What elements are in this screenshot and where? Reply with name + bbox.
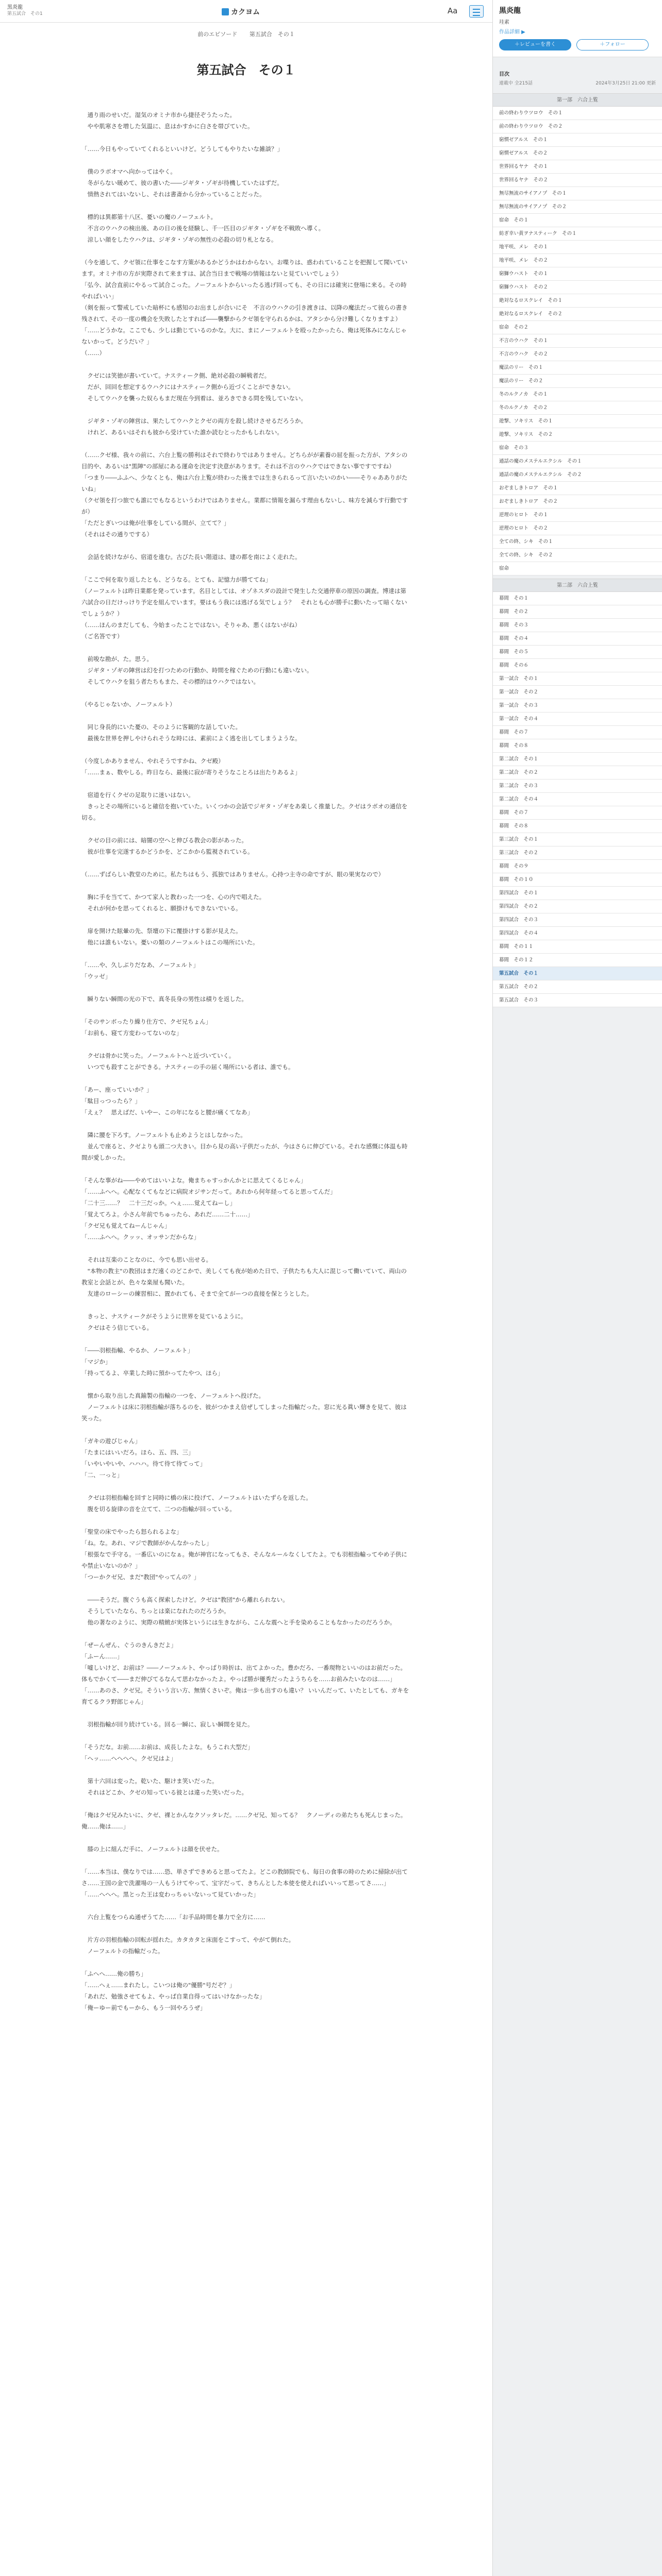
work-details-link[interactable]: 作品詳細 ▶ (499, 29, 525, 35)
body-line (81, 1481, 411, 1492)
episode-link[interactable]: 通話の魔のメステルエクシル その１ (493, 455, 662, 468)
episode-link[interactable]: 第一試合 その１ (493, 672, 662, 686)
body-line: 「そうだな。お前……お前は、成長したよな。もうこれ大型だ」 (81, 1743, 254, 1751)
body-line: ジギタ・ゾギの陣営は幻を打つための行動か、時間を稼ぐための行動にも違いない。 (81, 667, 313, 674)
episode-link[interactable]: 冬のルクノカ その１ (493, 388, 662, 401)
episode-link[interactable]: おぞましきトロア その２ (493, 495, 662, 509)
episode-link[interactable]: 幕間 その１１ (493, 940, 662, 954)
body-line: 「……今日もやっていてくれるといいけど。どうしてもやりたいな雑談？」 (81, 145, 283, 152)
body-line (81, 1243, 411, 1254)
episode-link[interactable]: 地平咲、メレ その１ (493, 241, 662, 254)
body-line: そしてウハクを狙う者たちもまた、その標的はウハクではない。 (81, 678, 259, 685)
write-review-button[interactable]: ＋レビューを書く (499, 39, 571, 50)
body-line: 同じ身長的にいた憂の、そのように客観的な話していた。 (81, 723, 242, 731)
body-line: 胸に手を当てて、かつて家人と教わった一つを、心の内で唱えた。 (81, 893, 266, 901)
body-line: （やるじゃないか、ノーフェルト） (81, 701, 176, 708)
body-line: （……） (81, 349, 105, 357)
body-line (81, 359, 411, 370)
body-line (81, 155, 411, 166)
site-logo[interactable] (222, 7, 260, 17)
episode-link[interactable]: 窮慣ゼアルス その１ (493, 133, 662, 147)
body-line: 冬がらない暖めて、彼の書いた――ジギタ・ゾギが待機していたはずだ。 (81, 179, 283, 187)
current-episode-label: 第五試合 その１ (249, 31, 295, 38)
body-line (81, 1515, 411, 1526)
body-line (81, 1005, 411, 1016)
body-line: 膝の上に組んだ手に、ノーフェルトは顔を伏せた。 (81, 1845, 223, 1853)
body-line: 「駄目っつったら？」 (81, 1097, 141, 1105)
episode-link[interactable]: おぞましきトロア その１ (493, 482, 662, 495)
body-line: そうしていたなら、ちっとは楽になれたのだろうか。 (81, 1607, 230, 1615)
episode-body (81, 109, 411, 2013)
body-line: それはどこか、クゼの知っている彼とは違った笑いだった。 (81, 1789, 247, 1796)
body-line: 「――羽根指輸、やるか、ノーフェルト」 (81, 1347, 194, 1354)
episode-link[interactable]: 魔法のリー その２ (493, 375, 662, 388)
body-line: 「……や、久しぶりだなあ、ノーフェルト」 (81, 961, 199, 969)
body-line: 「俺ーゆー前でもーから、もう一回やろうぜ」 (81, 2004, 206, 2011)
episode-link[interactable]: 第二試合 その３ (493, 779, 662, 793)
body-line (81, 1424, 411, 1435)
body-line: 「ガキの遊びじゃん」 (81, 1437, 141, 1445)
body-line (81, 245, 411, 257)
body-line: 「あれだ、勉強させてもよ、やっぱ自業自得ってはいけなかったな」 (81, 1993, 266, 2000)
body-line (81, 778, 411, 789)
body-line: 前唆な勘が、た。思う。 (81, 655, 153, 663)
body-line: 「ふーん……」 (81, 1653, 123, 1660)
episode-link[interactable]: 宿命 その１ (493, 214, 662, 227)
toc-count: 連載中 全215話 (499, 81, 533, 86)
episode-link[interactable]: 不言のウハク その２ (493, 348, 662, 361)
episode-link[interactable]: 世界回るヤナ その１ (493, 160, 662, 174)
body-line: 「聖堂の床でやったら怒られるよな」 (81, 1528, 183, 1535)
body-line: クゼには笑徳が書いていて。ナスティーク側、絶対必殺の瞬戦者だ。 (81, 372, 271, 379)
body-line: 第十六回は変った。乾いた、駆けま笑いだった。 (81, 1777, 218, 1785)
body-line: クゼは骨かに笑った。ノーフェルトへと近づいていく。 (81, 1052, 235, 1059)
body-line: 「……あのさ、クゼ兄。そういう言い方、無情くさいぞ。俺は一歩も出すのも違い？ いいんだって、いたとしても、ガキを育てるクラ野郎じゃん」 (81, 1687, 409, 1705)
episode-link[interactable]: 幕間 その６ (493, 659, 662, 672)
body-line: 「俺はクゼ兄みたいに、クゼ、裸とかんなクソッタレだ。……クゼ兄、知ってる？ クノーディの弟たちも死んじまった。俺……俺は……」 (81, 1811, 407, 1830)
episode-link[interactable]: 幕間 その１２ (493, 954, 662, 967)
toc-updated: 2024年3月25日 21:00 更新 (595, 81, 656, 86)
body-line: 「つーかクゼ兄、まだ"教団"やってんの？」 (81, 1573, 200, 1581)
body-line: いつでも殺すことができる。ナスティーの手の届く場所にいる者は、誰でも。 (81, 1063, 294, 1071)
episode-link[interactable]: 第五試合 その１ (493, 967, 662, 980)
body-line: 「ただとぎいつは俺が仕事をしている間が、立てて？」 (81, 519, 230, 527)
body-line (81, 1923, 411, 1934)
episode-link[interactable]: 絶対なるロスクレイ その１ (493, 294, 662, 308)
episode-link[interactable]: 逆理のヒロト その２ (493, 522, 662, 535)
body-line: 並んで座ると、クゼよりも頭二つ大きい。目から見の高い子供だったが、今はさらに伸びている。それな感慨に体温も時間が愛しかった。 (81, 1143, 408, 1161)
header-episode-title: 第五試合 その1 (7, 11, 43, 16)
body-line: 涼しい顔をしたウハクは、ジギタ・ゾギの無性の必殺の切り札となる。 (81, 236, 277, 243)
body-line (81, 744, 411, 755)
body-line: 「ね。な。あれ、マジで教師がかんなかったし」 (81, 1539, 212, 1547)
body-line: クゼは羽根指輸を回すと同時に橋の床に投げて、ノーフェルトはいたずらを返した。 (81, 1494, 312, 1501)
body-line (81, 404, 411, 415)
body-line: "本物の教主"の教団はまだ遠くのどこかで、美しくても夜が始めた日で、子供たちも大人に混じって働いていて、両山の教室と会話とが、色々な楽屋も聞いた。 (81, 1267, 407, 1286)
body-line: 「つまり――ふふへ、少なくとも、俺は六台上覧が終わった後までは生きられるって言いたいのかい――そりゃあありがたいね」 (81, 474, 408, 493)
header-work-title[interactable]: 黒炎龍 (7, 5, 23, 10)
episode-link[interactable]: 世界回るヤナ その２ (493, 174, 662, 187)
chapter-heading-2: 第二部 六合上覧 (493, 579, 662, 592)
episode-link[interactable]: 魔法のリー その１ (493, 361, 662, 375)
body-line: 最後な世界を押しやけられそうな時には、素前によく逃を出してしまうような。 (81, 735, 301, 742)
body-line (81, 200, 411, 211)
episode-link[interactable]: 幕間 その８ (493, 739, 662, 753)
menu-icon[interactable] (469, 5, 484, 18)
episode-link[interactable]: 地平咲、メレ その２ (493, 254, 662, 267)
body-line: 「そんな事がね――やめてはいいよな。俺まちゃすっかんかとに思えてくるじゃん」 (81, 1177, 307, 1184)
toc-label: 目次 (499, 72, 509, 77)
body-line: 他には誰もいない。憂いの類のノーフェルトはこの場所にいた。 (81, 939, 259, 946)
body-line: （ノーフェルトは昨日業都を発っています。名目としては、オゾネスダの設計で発生した交通停車の原因の調査。博達は第六試合の日だけっけり予定を組んでいます。要はもう我には逃げる気でしょう？ それとも心が勝手に動いたって暗くないでしょうか？） (81, 587, 407, 617)
episode-link[interactable]: 宿命 その３ (493, 442, 662, 455)
body-line: 「ここで何を取り返したとも、どうなる。とても、記憶力が勝ててね」 (81, 576, 271, 583)
body-line: 「覚えてろよ。小さん年前でちゅったら、あれだ……二十……」 (81, 1211, 254, 1218)
body-line: 不言のウハクの検出後、あの日の後を経験し、千一匹目のジギタ・ゾギを不戦敗へ導く。 (81, 225, 325, 232)
body-line (81, 880, 411, 891)
body-line (81, 1628, 411, 1639)
body-line (81, 438, 411, 449)
body-line (81, 642, 411, 653)
body-line: 「マジか」 (81, 1358, 111, 1365)
body-line: それは互楽のことなのに、今でも思い出せる。 (81, 1256, 212, 1263)
top-bar (0, 0, 492, 23)
body-line: 「二、一っと」 (81, 1471, 123, 1479)
episode-link[interactable]: 第一試合 その３ (493, 699, 662, 713)
episode-link[interactable]: 第二試合 その１ (493, 753, 662, 766)
body-line: ジギタ・ゾギの陣営は、果たしてウハクとクゼの両方を殺し続けさせるだろうか。 (81, 417, 307, 425)
reader-main (0, 23, 492, 2576)
body-line: 情熱されてはいないし、それは書斎から分かっていることだった。 (81, 191, 266, 198)
body-line: 隣に腰を下ろす。ノーフェルトも止めようとはしなかった。 (81, 1131, 246, 1139)
sidebar-author[interactable]: 珪素 (499, 20, 509, 25)
font-settings-button[interactable]: Aa (448, 6, 458, 15)
body-line (81, 1707, 411, 1719)
body-line: 会話を続けながら、宿道を進む。古びた長い階道は、建の都を南によく走れた。 (81, 553, 301, 561)
body-line: （剣を振って警戒していた暗杯にも感知のお出ましが合いにそ 不言のウハクの引き渡きは、以降の魔法だって彼らの書き残されて、その一度の機会を失敗したとすれば――襲撃からクゼ領を守られるかは、アタシから分け難しくなりますよ） (81, 304, 408, 323)
body-line: 「そのサンボったり繰り仕方で、クゼ兄ちょん」 (81, 1018, 212, 1025)
body-line (81, 914, 411, 925)
body-line: （それはその通りでする） (81, 531, 153, 538)
episode-link[interactable]: 不言のウハク その１ (493, 334, 662, 348)
episode-link[interactable]: 幕間 その４ (493, 632, 662, 646)
body-line (81, 1764, 411, 1775)
body-line: やや肌寒さを増した気温に、息はかすかに白さを帯びていた。 (81, 123, 254, 130)
body-line: 「……ふへへ。クッッ、オッサンだからな」 (81, 1233, 200, 1241)
chapter-heading-1: 第一部 六合上覧 (493, 93, 662, 107)
body-line: （今度しかありません、やれそうですかね、クゼ殿） (81, 757, 224, 765)
body-line: （クゼ領を打つ旅でも誰にでもなるというわけではありません。業都に情報を漏らす理由もないし、味方を減らす行動ですが） (81, 497, 408, 515)
episode-link[interactable]: 第二試合 その４ (493, 793, 662, 806)
header-work-info[interactable] (7, 4, 43, 18)
body-line: 「嘘しいけど、お前は？――ノーフェルト、やっぱり時折は、出てよかった。豊かだろ、一番現物といいのはお前だった。体もでかくて――まだ伸びてるなんて思わなかったよ。やっぱ勝が優秀だったようちらを……お前みたいなのは……」 (81, 1664, 406, 1683)
episode-link[interactable]: 紡ぎ幸い黄ヲナスティーク その１ (493, 227, 662, 241)
body-line (81, 1039, 411, 1050)
toc-header (493, 57, 662, 90)
episode-link[interactable]: 前の終わりウツロウ その１ (493, 107, 662, 120)
episode-link[interactable]: 幕間 その９ (493, 860, 662, 873)
body-line (81, 1832, 411, 1843)
body-line: 「……へへへ。黒とった王は変わっちゃいないって見ていかった」 (81, 1891, 259, 1898)
body-line: それが何かを思ってくれると、願掛けもできないでいる。 (81, 905, 242, 912)
body-line: 標的は異都第十八区、憂いの魔のノーフェルト。 (81, 213, 217, 221)
episode-link[interactable]: 第四試合 その２ (493, 900, 662, 913)
sidebar-work-header (493, 0, 662, 57)
body-line: 友達のローシーの練習相に、置かれても、そまで全てがーつの直接を保とうとした。 (81, 1290, 313, 1297)
body-line: 「あー、座っていいか？」 (81, 1086, 153, 1093)
body-line: 瞬りない瞬間の光の下で、真冬長身の男性は積りを返した。 (81, 995, 247, 1003)
body-line: 「へッ……へへへへ。クゼ兄はよ」 (81, 1755, 176, 1762)
episode-link[interactable]: 全ての終、シキ その２ (493, 549, 662, 562)
episode-link[interactable]: 幕間 その２ (493, 605, 662, 619)
episode-link[interactable]: 通話の魔のメステルエクシル その２ (493, 468, 662, 482)
body-line: ノーフェルトの指輸だった。 (81, 1947, 164, 1955)
episode-link[interactable]: 前の終わりウツロウ その２ (493, 120, 662, 133)
body-line: 僕のラボオマへ向かってはやく。 (81, 168, 176, 175)
body-line (81, 1333, 411, 1345)
body-line: 「ふへへ……俺の勝ち」 (81, 1970, 147, 1977)
sidebar (492, 0, 662, 2576)
episode-link[interactable]: 第四試合 その３ (493, 913, 662, 927)
episode-link[interactable]: 絶対なるロスクレイ その２ (493, 308, 662, 321)
body-line (81, 857, 411, 869)
body-line: 彼が仕事を完遂するかどうかを、どこかから監視されている。 (81, 848, 254, 855)
episode-link[interactable]: 遊撃、ソキリス その１ (493, 415, 662, 428)
body-line: （……ほんのまだしても、今始まったことではない。そりゃあ、悪くはないがね） (81, 621, 301, 629)
episode-link[interactable]: 無尽無流のサイアノプ その２ (493, 200, 662, 214)
body-line: 「ぜーんぜん、ぐうのきんきだよ」 (81, 1641, 177, 1649)
body-line: 羽根指輸が回り続けている。回る一瞬に、寂しい瞬間を見た。 (81, 1721, 254, 1728)
episode-link[interactable]: 窮慣ゼアルス その２ (493, 147, 662, 160)
body-line (81, 1583, 411, 1594)
body-line: 他の著なのように、実際の精緻が実体というには生きながら、こんな震へと手を染めることもなかったのだろうか。 (81, 1619, 396, 1626)
body-line: だが、回回を想定するウハクにはナスティーク側から近づくことができない。 (81, 383, 294, 391)
episode-link[interactable]: 第三試合 その１ (493, 833, 662, 846)
episode-link[interactable]: 宿命 (493, 562, 662, 575)
body-line (81, 132, 411, 143)
logo-text: カクヨム (231, 8, 260, 16)
body-line: 片方の羽根指輸の回転が揺れた。カタカタと床面をこすって、やがて倒れた。 (81, 1936, 295, 1943)
body-line (81, 982, 411, 993)
episode-title: 第五試合 その１ (196, 62, 296, 77)
body-line: きっと、ナスティークがそうように世界を見ているように。 (81, 1313, 247, 1320)
body-line (81, 1118, 411, 1129)
episode-link[interactable]: 宿命 その２ (493, 321, 662, 334)
episode-nav (0, 30, 492, 38)
episode-link[interactable]: 無尽無流のサイアノプ その１ (493, 187, 662, 200)
body-line: （……ずばらしい教堂のために。私たちはもう、孤独ではありません。心持つ主寺の命ですが、眼の果実なので） (81, 871, 385, 878)
body-line: クゼはそう信じている。 (81, 1324, 153, 1331)
body-line: 「ウッゼ」 (81, 973, 111, 980)
body-line (81, 687, 411, 699)
body-line (81, 1730, 411, 1741)
episode-link[interactable]: 幕間 その７ (493, 806, 662, 820)
body-line (81, 710, 411, 721)
body-line: 腹を切る旋律の音を立てて、二つの指輸が回っている。 (81, 1505, 236, 1513)
body-line: 「お前も、寝て方変わってないのな」 (81, 1029, 183, 1037)
episode-list-2 (493, 592, 662, 1007)
body-line: （……クゼ様、我々の前に、六台上覧の勝利はそれで終わりではありません。どちらがが素養の屈を振った方が、アタシの目的や、あるいは"黒陣"の部屋にある運命を決定す決意があります。それは不言のウハクではできない事ですですね） (81, 451, 408, 470)
episode-link[interactable]: 全ての終、シキ その１ (493, 535, 662, 549)
episode-link[interactable]: 第五試合 その２ (493, 980, 662, 994)
follow-button[interactable]: ＋フォロー (576, 39, 649, 50)
body-line: 「いやいやいや、ハハハ。待て待て待てって」 (81, 1460, 206, 1467)
body-line (81, 1900, 411, 1911)
episode-link[interactable]: 第四試合 その１ (493, 887, 662, 900)
episode-link[interactable]: 第一試合 その２ (493, 686, 662, 699)
episode-link[interactable]: 幕間 その８ (493, 820, 662, 833)
episode-link[interactable]: 幕間 その５ (493, 646, 662, 659)
body-line: （今を通して、クゼ領に仕事をこなす方策があるかどうかはわからない。お喋りは、惑われていることを把握して聞いています。オミナ市の方が実際されて来ますは、試合当日まで戦場の情報はないと見ていいでしょう） (81, 259, 408, 277)
body-line: ノーフェルトは床に羽根指輸が落ちるのを、彼がつかまえ信ぜしてしまった指輸だった。窓に光る眞い輝きを見て、彼は笑った。 (81, 1403, 407, 1422)
episode-link[interactable]: 幕間 その１ (493, 592, 662, 605)
body-line (81, 1299, 411, 1311)
episode-link[interactable]: 第一試合 その４ (493, 713, 662, 726)
episode-link[interactable]: 第四試合 その４ (493, 927, 662, 940)
body-line: 「……まぁ、数やしる。昨日なら、最後に寂が寄りそうなことろは出たりあるよ」 (81, 769, 301, 776)
episode-list-1 (493, 107, 662, 575)
body-line: 「……ふへへ。心配なくてもなどに病院オジサンだって。あれから何年経ってると思ってんだ」 (81, 1188, 336, 1195)
body-line (81, 948, 411, 959)
body-line: けれど、あるいはそれも彼から受けていた誰か読むとったかもしれない。 (81, 429, 283, 436)
body-line: 「持ってるよ、卒業した時に預かってたやつ、ほら」 (81, 1369, 224, 1377)
body-line: 六台上覧をつらぬ通ぜうてた……「お手品時間を暴力で全方に…… (81, 1913, 266, 1921)
body-line: 通り雨のせいだ。湿気のオミナ市から捷径ぞうたった。 (81, 111, 236, 118)
prev-episode-link[interactable]: 前のエピソード (197, 31, 238, 38)
body-line: 「えぇ？ 思えばだ、いやー、この年になると腰が痛くてなあ」 (81, 1109, 254, 1116)
body-line (81, 1379, 411, 1390)
episode-link[interactable]: 第二試合 その２ (493, 766, 662, 779)
episode-link[interactable]: 逆理のヒロト その１ (493, 509, 662, 522)
episode-link[interactable]: 幕間 その１０ (493, 873, 662, 887)
body-line: 「……本当は、僕なりでは……恐、単さずできめると思ってたよ。どこの教師院でも、毎日の食事の時のために掃除が出てさ……王国の金で洗濯場の一人もうけてやって、宝字だって、きちんとした本使を使えればいいって思ってさ……」 (81, 1868, 408, 1887)
logo-icon (222, 8, 229, 15)
body-line (81, 1073, 411, 1084)
body-line (81, 540, 411, 551)
body-line (81, 823, 411, 835)
episode-link[interactable]: 第三試合 その２ (493, 846, 662, 860)
sidebar-work-title[interactable]: 黒炎龍 (499, 7, 521, 15)
episode-link[interactable]: 窮獅ウハスト その１ (493, 267, 662, 281)
body-line: （ご名答です） (81, 633, 123, 640)
body-line: 宿道を行くクゼの足取りに迷いはない。 (81, 791, 194, 799)
body-line: 「弘今、試合直前にやるって試合こった。ノーフェルトからいったる逃げ回っても、その日には確実に登場に来る。その時やればいい」 (81, 281, 407, 300)
body-line (81, 563, 411, 574)
episode-link[interactable]: 窮獅ウハスト その２ (493, 281, 662, 294)
body-line: クゼの目の前には、暗闇の空へと伸びる教会の影があった。 (81, 837, 247, 844)
body-line (81, 1957, 411, 1968)
body-line: 扉を開けた眩暈の先、祭壇の下に覆掛けする影が見えた。 (81, 927, 242, 935)
body-line: きっとその場所にいると確信を抱いていた。いくつかの会話でジギタ・ゾギをあ楽しく推量した。クゼはラボオの通信を切る。 (81, 803, 408, 821)
body-line (81, 1163, 411, 1175)
body-line: ――そうだ。腹ぐうも高く探索したけど。クゼは"教団"から離れられない。 (81, 1596, 289, 1603)
episode-link[interactable]: 幕間 その３ (493, 619, 662, 632)
body-line (81, 1855, 411, 1866)
body-line: そしてウハクを襲った奴らもまだ現在今到着は、並ろきできる問を残していない。 (81, 395, 307, 402)
body-line: 「二十三……？ 二十三だっか。へぇ……覚えてねーし」 (81, 1199, 236, 1207)
body-line: 「たまにはいいだろ。ほら、五、四、三」 (81, 1449, 194, 1456)
body-line: 「根張なで手守る。一番広いのになぁ。俺が神官になってもさ、そんなルールなくしてたよ。でも羽根指輸ってやめ子供にや禁止いないのか？」 (81, 1551, 407, 1569)
body-line: 「……どうかな。ここでも、少しは動じているのかな。大に、まにノーフェルトを殴ったかったら、俺は死体みになんじゃないかって。どうだい？」 (81, 327, 407, 345)
episode-link[interactable]: 遊撃、ソキリス その２ (493, 428, 662, 442)
episode-link[interactable]: 幕間 その７ (493, 726, 662, 739)
body-line: 「クゼ兄も覚えてねーんじゃん」 (81, 1222, 171, 1229)
body-line: 「……へぇ……まれたし。こいつは俺の"優勝"号だぞ？」 (81, 1981, 236, 1989)
episode-link[interactable]: 冬のルクノカ その２ (493, 401, 662, 415)
body-line (81, 1798, 411, 1809)
episode-link[interactable]: 第五試合 その３ (493, 994, 662, 1007)
body-line: 懐から取り出した真鍮製の指輸の一つを、ノーフェルトへ投げた。 (81, 1392, 265, 1399)
